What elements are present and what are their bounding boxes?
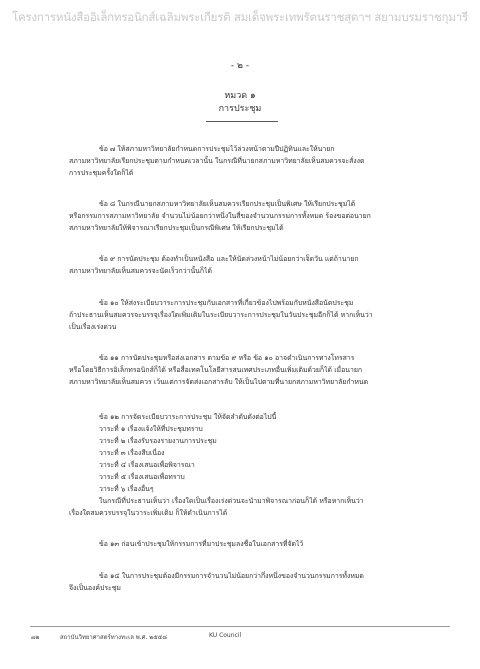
paragraph-8-line-1: ข้อ ๑๔ ในการประชุมต้องมีกรรมการจำนวนไม่น้อยกว่ากึ่งหนึ่งของจำนวนกรรมการทั้งหมด — [99, 572, 364, 580]
section-heading: หมวด ๑ — [224, 91, 256, 101]
paragraph-6-line-9: เรื่องใดสมควรบรรจุในวาระเพิ่มเติม ก็ให้ดำเนินการได้ — [69, 509, 228, 517]
paragraph-2-line-1: ข้อ ๘ ในกรณีนายกสภามหาวิทยาลัยเห็นสมควรเรียกประชุมเป็นพิเศษ ให้เรียกประชุมได้ — [99, 200, 356, 208]
heading-rule — [206, 121, 278, 122]
paragraph-5-line-2: หรือโดยวิธีการอิเล็กทรอนิกส์ก็ได้ หรือสื่อเทคโนโลยีสารสนเทศประเภทอื่นเพิ่มเติมด้วยก็ได้ เมื่อนายก — [69, 366, 363, 374]
paragraph-6-line-8: ในกรณีที่ประธานเห็นว่า เรื่องใดเป็นเรื่องเร่งด่วนจะนำมาพิจารณาก่อนก็ได้ หรือหากเห็นว่า — [99, 497, 364, 505]
paragraph-3-line-2: สภามหาวิทยาลัยเห็นสมควรจะนัดเร็วกว่านั้นก็ได้ — [69, 267, 212, 275]
footer-publication: สถาบันวิทยาศาสตร์ทางทะเล พ.ศ. ๒๕๕๘ — [60, 634, 167, 641]
paragraph-2-line-3: สภามหาวิทยาลัยให้พิจารณาเรียกประชุมเป็นกรณีพิเศษ ให้เรียกประชุมได้ — [69, 224, 284, 232]
paragraph-8-line-2: จึงเป็นองค์ประชุม — [69, 584, 121, 592]
paragraph-7-line-1: ข้อ ๑๓ ก่อนเข้าประชุมให้กรรมการที่มาประชุมลงชื่อในเอกสารที่จัดไว้ — [99, 540, 304, 548]
page-number: - ๒ - — [230, 61, 250, 71]
paragraph-6-line-1: ข้อ ๑๒ การจัดระเบียบวาระการประชุม ให้จัดลำดับดังต่อไปนี้ — [99, 413, 277, 421]
paragraph-4-line-2: ถ้าประธานเห็นสมควรจะบรรจุเรื่องใดเพิ่มเติมในระเบียบวาระการประชุมในวันประชุมอีกก็ได้ หากเห็นว่า — [69, 311, 373, 319]
paragraph-1-line-3: การประชุมครั้งใดก็ได้ — [69, 169, 134, 177]
watermark: โครงการหนังสืออิเล็กทรอนิกส์เฉลิมพระเกียรติ สมเด็จพระเทพรัตนราชสุดาฯ สยามบรมราชกุมารี — [12, 10, 468, 24]
agenda-item-4: วาระที่ ๔ เรื่องเสนอเพื่อพิจารณา — [99, 461, 195, 469]
agenda-item-6: วาระที่ ๖ เรื่องอื่นๆ — [99, 485, 154, 493]
section-title: การประชุม — [218, 104, 262, 114]
paragraph-3-line-1: ข้อ ๙ การนัดประชุม ต้องทำเป็นหนังสือ และให้นัดล่วงหน้าไม่น้อยกว่าเจ็ดวัน แต่ถ้านายก — [99, 255, 359, 263]
paragraph-4-line-1: ข้อ ๑๐ ให้ส่งระเบียบวาระการประชุมกับเอกสารที่เกี่ยวข้องไปพร้อมกับหนังสือนัดประชุม — [99, 299, 354, 307]
paragraph-1-line-1: ข้อ ๗ ให้สภามหาวิทยาลัยกำหนดการประชุมไว้ล่วงหน้าตามปีปฏิทินและให้นายก — [99, 145, 335, 153]
paragraph-2-line-2: หรือกรรมการสภามหาวิทยาลัย จำนวนไม่น้อยกว่าหนึ่งในสี่ของจำนวนกรรมการทั้งหมด ร้องขอต่อนายก — [69, 212, 371, 220]
paragraph-5-line-1: ข้อ ๑๑ การนัดประชุมหรือส่งเอกสาร ตามข้อ ๙ หรือ ข้อ ๑๐ อาจดำเนินการทางโทรสาร — [99, 354, 355, 362]
footer-rule — [30, 626, 450, 627]
agenda-item-5: วาระที่ ๕ เรื่องเสนอเพื่อทราบ — [99, 473, 185, 481]
paragraph-1-line-2: สภามหาวิทยาลัยเรียกประชุมตามกำหนดเวลานั้น ในกรณีที่นายกสภามหาวิทยาลัยเห็นสมควรจะสั่งงด — [69, 157, 365, 165]
paragraph-5-line-3: สภามหาวิทยาลัยเห็นสมควร เว้นแต่การจัดส่งเอกสารลับ ให้เป็นไปตามที่นายกสภามหาวิทยาลัยกำหนด — [69, 378, 369, 386]
footer-org: KU Council — [209, 632, 242, 639]
agenda-item-3: วาระที่ ๓ เรื่องสืบเนื่อง — [99, 449, 165, 457]
paragraph-4-line-3: เป็นเรื่องเร่งด่วน — [69, 323, 117, 331]
agenda-item-1: วาระที่ ๑ เรื่องแจ้งให้ที่ประชุมทราบ — [99, 425, 203, 433]
footer-page-number: ๗๒ — [31, 634, 40, 641]
agenda-item-2: วาระที่ ๒ เรื่องรับรองรายงานการประชุม — [99, 437, 217, 445]
